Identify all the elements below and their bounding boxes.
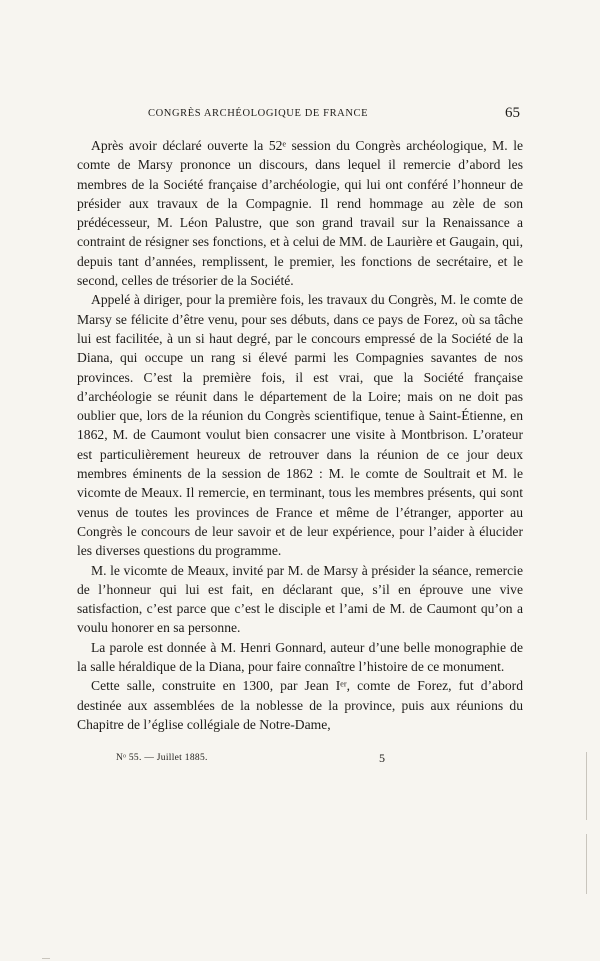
scan-edge-line	[586, 752, 587, 820]
paragraph-henri-gonnard: La parole est donnée à M. Henri Gonnard, auteur d’une belle monographie de la salle héraldique de la Diana, pour faire connaître l’histoire de ce monument.	[77, 639, 523, 675]
issue-note: Nᵒ 55. — Juillet 1885.	[116, 753, 208, 763]
scan-edge-line	[586, 834, 587, 894]
paragraph-salle-history: Cette salle, construite en 1300, par Jean Iᵉʳ, comte de Forez, fut d’abord destinée aux assemblées de la noblesse de la province, puis aux réunions du Chapitre de l’église collégiale de Notre-Dame,	[77, 678, 523, 732]
signature-mark: 5	[379, 751, 385, 765]
running-head: CONGRÈS ARCHÉOLOGIQUE DE FRANCE	[148, 108, 369, 119]
body-text	[77, 136, 523, 734]
paragraph-forez-session: Appelé à diriger, pour la première fois, les travaux du Congrès, M. le comte de Marsy se félicite d’être venu, pour ses débuts, dans ce pays de Forez, où sa tâche lui est facilitée, à un si haut degré, par le concours empressé de la Société de la Diana, qui occupe un rang si élevé parmi les Compagnies savantes de nos provinces. C’est la première fois, il est vrai, que la Société française d’archéologie se réunit dans le département de la Loire; mais on ne doit pas oublier que, lors de la réunion du Congrès scientifique, tenue à Saint-Étienne, en 1862, M. de Caumont voulut bien consacrer une visite à Montbrison. L’orateur est particulièrement heureux de retrouver dans la réunion de ce jour deux membres éminents de la session de 1862 : M. le comte de Soultrait et M. le vicomte de Meaux. Il remercie, en terminant, tous les membres présents, qui sont venus de toutes les provinces de France et même de l’étranger, apporter au Congrès le concours de leur savoir et de leur expérience, pour l’aider à élucider les diverses questions du programme.	[77, 292, 523, 559]
page-footer	[116, 753, 396, 769]
page-header	[60, 105, 520, 130]
scan-margin-mark	[42, 958, 50, 959]
paragraph-opening-speech: Après avoir déclaré ouverte la 52ᵉ session du Congrès archéologique, M. le comte de Marsy prononce un discours, dans lequel il remercie d’abord les membres de la Société française d’archéologie, qui lui ont conféré l’honneur de présider aux travaux de la Compagnie. Il rend hommage au zèle de son prédécesseur, M. Léon Palustre, que son grand travail sur la Renaissance a contraint de résigner ses fonctions, et à celui de MM. de Laurière et Gaugain, qui, depuis tant d’années, remplissent, le premier, les fonctions de secrétaire, et le second, celles de trésorier de la Société.	[77, 138, 523, 289]
paragraph-vicomte-de-meaux: M. le vicomte de Meaux, invité par M. de Marsy à présider la séance, remercie de l’honneur qui lui est fait, en déclarant que, s’il en éprouve une vive satisfaction, c’est parce que c’est le disciple et l’ami de M. de Caumont qu’on a voulu honorer en sa personne.	[77, 562, 523, 636]
page-number: 65	[505, 105, 520, 121]
